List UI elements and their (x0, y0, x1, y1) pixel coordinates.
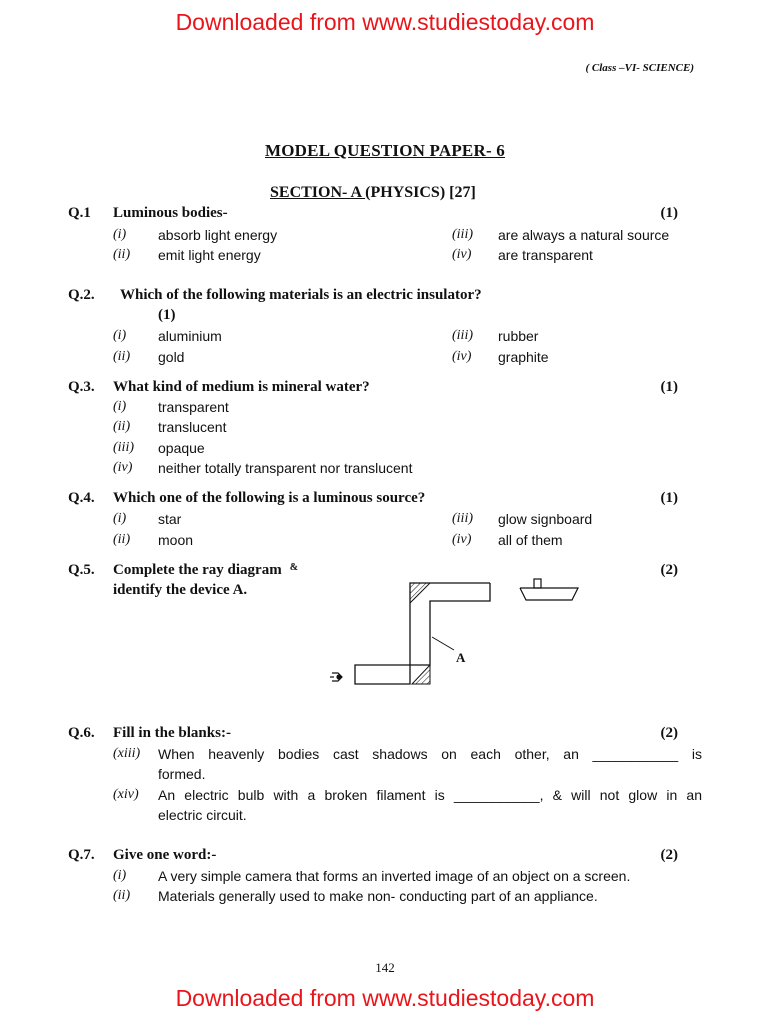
q7-item-2-numeral: (ii) (113, 888, 131, 903)
top-mirror (410, 583, 430, 603)
q3-option-1-numeral: (i) (113, 399, 127, 414)
q5-marks: (2) (660, 562, 678, 578)
periscope-ray-diagram (320, 570, 600, 700)
q4-option-4: all of them (498, 532, 563, 548)
q3-option-1: transparent (158, 399, 229, 415)
q4-marks: (1) (660, 490, 678, 506)
q5-line1: Complete the ray diagram (113, 562, 282, 578)
q3-option-4: neither totally transparent nor translucent (158, 460, 413, 476)
q6-marks: (2) (660, 725, 678, 741)
q1-option-2: emit light energy (158, 247, 261, 263)
section-subject: (PHYSICS) [27] (365, 184, 476, 201)
q4-option-2: moon (158, 532, 194, 548)
q2-number: Q.2. (68, 287, 95, 303)
q6-item-1-line2: formed. (158, 766, 206, 782)
q3-option-3-numeral: (iii) (113, 440, 134, 455)
q3-number: Q.3. (68, 379, 95, 395)
q7-item-2: Materials generally used to make non- conducting part of an appliance. (158, 888, 598, 904)
q4-option-3: glow signboard (498, 511, 593, 527)
q4-text: Which one of the following is a luminous source? (113, 490, 426, 506)
q2-option-2-numeral: (ii) (113, 349, 131, 364)
q4-option-4-numeral: (iv) (452, 532, 472, 547)
q1-number: Q.1 (68, 205, 91, 221)
q3-option-3: opaque (158, 440, 205, 456)
q2-option-2: gold (158, 349, 185, 365)
q4-number: Q.4. (68, 490, 95, 506)
q6-item-1-line1: When heavenly bodies cast shadows on each other, an ___________ is (158, 746, 702, 762)
q1-option-1: absorb light energy (158, 227, 278, 243)
paper-title: MODEL QUESTION PAPER- 6 (265, 141, 505, 160)
section-name: SECTION- A (270, 184, 366, 201)
q5-text-line1 (113, 562, 298, 579)
eye-icon (330, 673, 342, 681)
label-a-pointer (432, 637, 454, 650)
q2-option-3: rubber (498, 328, 539, 344)
q6-item-1-numeral: (xiii) (113, 746, 141, 761)
q2-marks: (1) (158, 307, 176, 323)
q4-option-2-numeral: (ii) (113, 532, 131, 547)
q1-marks: (1) (660, 205, 678, 221)
q3-text: What kind of medium is mineral water? (113, 379, 370, 395)
q3-option-4-numeral: (iv) (113, 460, 133, 475)
q7-number: Q.7. (68, 847, 95, 863)
download-banner-top: Downloaded from www.studiestoday.com (175, 9, 595, 35)
download-banner-bottom: Downloaded from www.studiestoday.com (175, 985, 595, 1011)
q3-marks: (1) (660, 379, 678, 395)
q7-item-1: A very simple camera that forms an inverted image of an object on a screen. (158, 868, 631, 884)
q2-option-4: graphite (498, 349, 549, 365)
section-heading (270, 184, 476, 202)
q6-number: Q.6. (68, 725, 95, 741)
q4-option-3-numeral: (iii) (452, 511, 473, 526)
q1-option-3-numeral: (iii) (452, 227, 473, 242)
q6-item-2-numeral: (xiv) (113, 787, 139, 802)
q5-ampersand: & (289, 562, 299, 573)
q4-option-1: star (158, 511, 182, 527)
q3-option-2-numeral: (ii) (113, 419, 131, 434)
q1-option-4: are transparent (498, 247, 593, 263)
q6-text: Fill in the blanks:- (113, 725, 231, 741)
q3-option-2: translucent (158, 419, 227, 435)
q6-item-2-line1: An electric bulb with a broken filament is ___________, & will not glow in an (158, 787, 702, 803)
q4-option-1-numeral: (i) (113, 511, 127, 526)
q5-text-line2: identify the device A. (113, 582, 248, 598)
q2-option-4-numeral: (iv) (452, 349, 472, 364)
q7-marks: (2) (660, 847, 678, 863)
q2-option-3-numeral: (iii) (452, 328, 473, 343)
q6-item-2-line2: electric circuit. (158, 807, 247, 823)
q7-text: Give one word:- (113, 847, 217, 863)
q5-number: Q.5. (68, 562, 95, 578)
q7-item-1-numeral: (i) (113, 868, 127, 883)
periscope-tube (355, 583, 490, 684)
page-number: 142 (375, 960, 395, 975)
q1-option-3: are always a natural source (498, 227, 670, 243)
q2-option-1-numeral: (i) (113, 328, 127, 343)
q1-option-1-numeral: (i) (113, 227, 127, 242)
q2-option-1: aluminium (158, 328, 222, 344)
class-label: ( Class –VI- SCIENCE) (585, 62, 694, 74)
label-a: A (456, 650, 466, 665)
q1-option-4-numeral: (iv) (452, 247, 472, 262)
q2-text: Which of the following materials is an electric insulator? (120, 287, 482, 303)
q1-option-2-numeral: (ii) (113, 247, 131, 262)
ship-icon (520, 579, 578, 600)
bottom-mirror (412, 665, 430, 684)
q1-text: Luminous bodies- (113, 205, 228, 221)
